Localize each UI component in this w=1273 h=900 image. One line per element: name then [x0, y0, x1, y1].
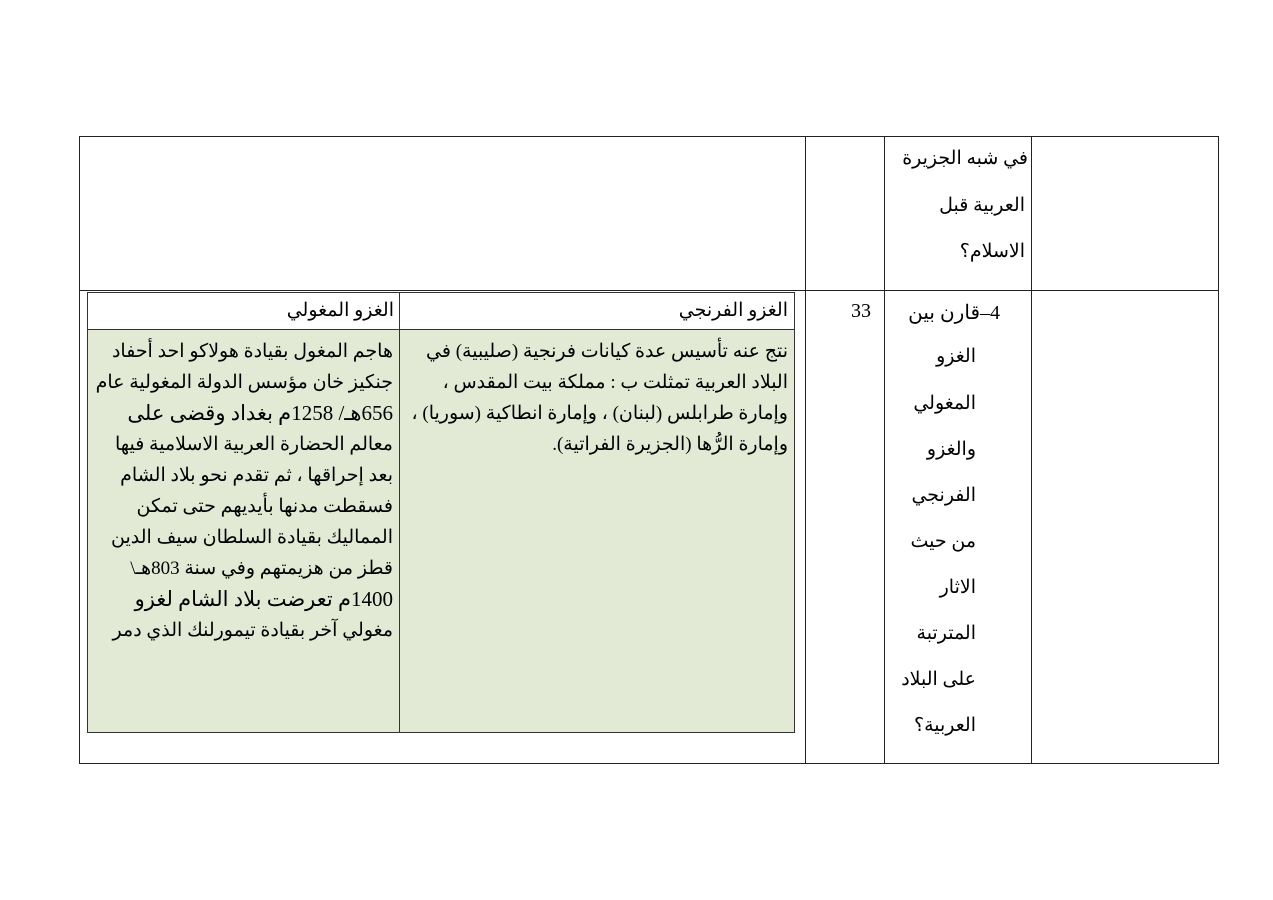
- table-bottom-border: [79, 763, 1219, 764]
- question-line: في شبه الجزيرة: [902, 148, 1028, 169]
- text-line: وإمارة الرُّها (الجزيرة الفراتية).: [552, 434, 788, 455]
- comparison-table: [87, 292, 795, 733]
- question-line: العربية؟: [913, 715, 976, 736]
- question-line: 4–قارن بين: [908, 302, 1000, 324]
- question-line: العربية قبل: [939, 195, 1025, 216]
- text-line: 1400م تعرضت بلاد الشام لغزو: [134, 587, 393, 611]
- text-line: المماليك بقيادة السلطان سيف الدين: [111, 527, 393, 548]
- text-line: نتج عنه تأسيس عدة كيانات فرنجية (صليبية) في: [426, 341, 788, 362]
- table-right-border: [1218, 136, 1219, 764]
- row-divider: [79, 290, 1219, 291]
- column-divider-number: [884, 136, 885, 764]
- text-line: هاجم المغول بقيادة هولاكو احد أحفاد: [111, 341, 393, 362]
- text-line: بعد إحراقها ، ثم تقدم نحو بلاد الشام: [120, 465, 393, 486]
- question-line: والغزو: [926, 439, 976, 460]
- question-line: على البلاد: [901, 669, 976, 690]
- text-line: معالم الحضارة العربية الاسلامية فيها: [114, 434, 393, 455]
- question-number: 33: [851, 300, 871, 322]
- frankish-effects-cell: [400, 330, 794, 732]
- header-mongol: الغزو المغولي: [88, 293, 400, 330]
- question-line: الفرنجي: [911, 485, 976, 506]
- text-line: قطز من هزيمتهم وفي سنة 803هـ\: [130, 558, 393, 579]
- table-top-border: [79, 136, 1219, 137]
- text-line: مغولي آخر بقيادة تيمورلنك الذي دمر: [112, 620, 393, 641]
- question-line: المترتبة: [916, 623, 976, 644]
- text-line: فسقطت مدنها بأيديهم حتى تمكن: [136, 496, 393, 517]
- mongol-effects-cell: [88, 330, 399, 732]
- text-line: 656هـ/ 1258م بغداد وقضى على: [127, 401, 393, 425]
- text-line: وإمارة طرابلس (لبنان) ، وإمارة انطاكية (سوريا) ،: [411, 403, 788, 424]
- text-line: جنكيز خان مؤسس الدولة المغولية عام: [95, 372, 393, 393]
- column-divider-question: [1031, 136, 1032, 764]
- text-line: البلاد العربية تمثلت ب : مملكة بيت المقدس ،: [442, 372, 788, 393]
- header-frankish: الغزو الفرنجي: [400, 293, 794, 330]
- question-line: من حيث: [910, 531, 976, 552]
- question-line: المغولي: [913, 393, 976, 414]
- question-line: الغزو: [936, 346, 976, 367]
- table-left-border: [79, 136, 80, 764]
- column-divider-content: [805, 136, 806, 764]
- question-line: الاسلام؟: [959, 241, 1025, 262]
- question-line: الاثار: [939, 577, 976, 598]
